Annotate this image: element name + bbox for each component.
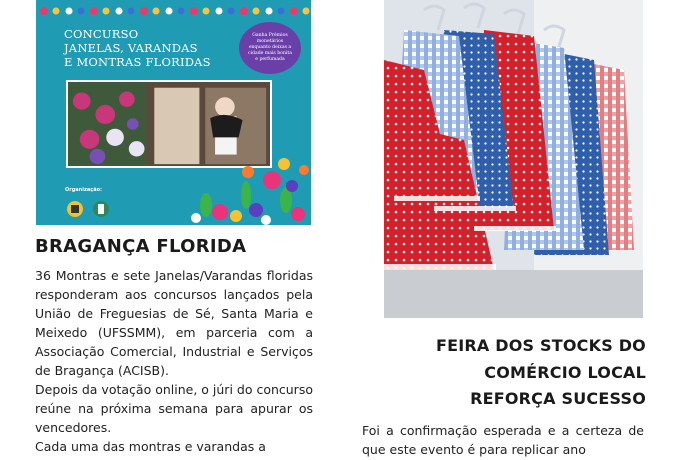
prize-badge: Ganha Prémios monetários enquanto deixas a cidade mais bonita e perfumada <box>239 22 301 74</box>
poster-title <box>64 27 239 69</box>
contest-poster <box>36 0 311 225</box>
poster-title-line: JANELAS, VARANDAS <box>64 41 198 55</box>
organizer-logos <box>65 196 115 222</box>
article-paragraph: 36 Montras e sete Janelas/Varandas floridas responderam aos concursos lançados pela União de Freguesias de Sé, Santa Maria e Meixedo (UFSSMM), em parceria com a Associação Comercial, Industrial e Serviços de Bragança (ACISB). <box>35 268 313 378</box>
poster-title-line: CONCURSO <box>64 27 139 41</box>
article-heading-feira-dos-stocks <box>380 333 646 413</box>
article-paragraph: Cada uma das montras e varandas a <box>35 439 266 454</box>
dresses-on-rack-photo <box>384 0 643 318</box>
heading-line: FEIRA DOS STOCKS DO <box>435 336 646 355</box>
heading-line: COMÉRCIO LOCAL <box>484 362 646 382</box>
poster-title-line: E MONTRAS FLORIDAS <box>64 55 211 69</box>
article-heading-braganca-florida: BRAGANÇA FLORIDA <box>35 236 247 257</box>
organization-label: Organização: <box>65 187 102 193</box>
article-paragraph: Depois da votação online, o júri do concurso reúne na próxima semana para apurar os vencedores. <box>35 382 313 435</box>
article-body-braganca-florida <box>35 266 313 456</box>
flower-bouquet-illustration <box>176 150 311 225</box>
flower-garland-decoration <box>36 0 311 22</box>
article-body-feira-dos-stocks: Foi a confirmação esperada e a certeza de que este evento é para replicar ano <box>362 423 644 457</box>
heading-line: REFORÇA SUCESSO <box>470 389 646 408</box>
